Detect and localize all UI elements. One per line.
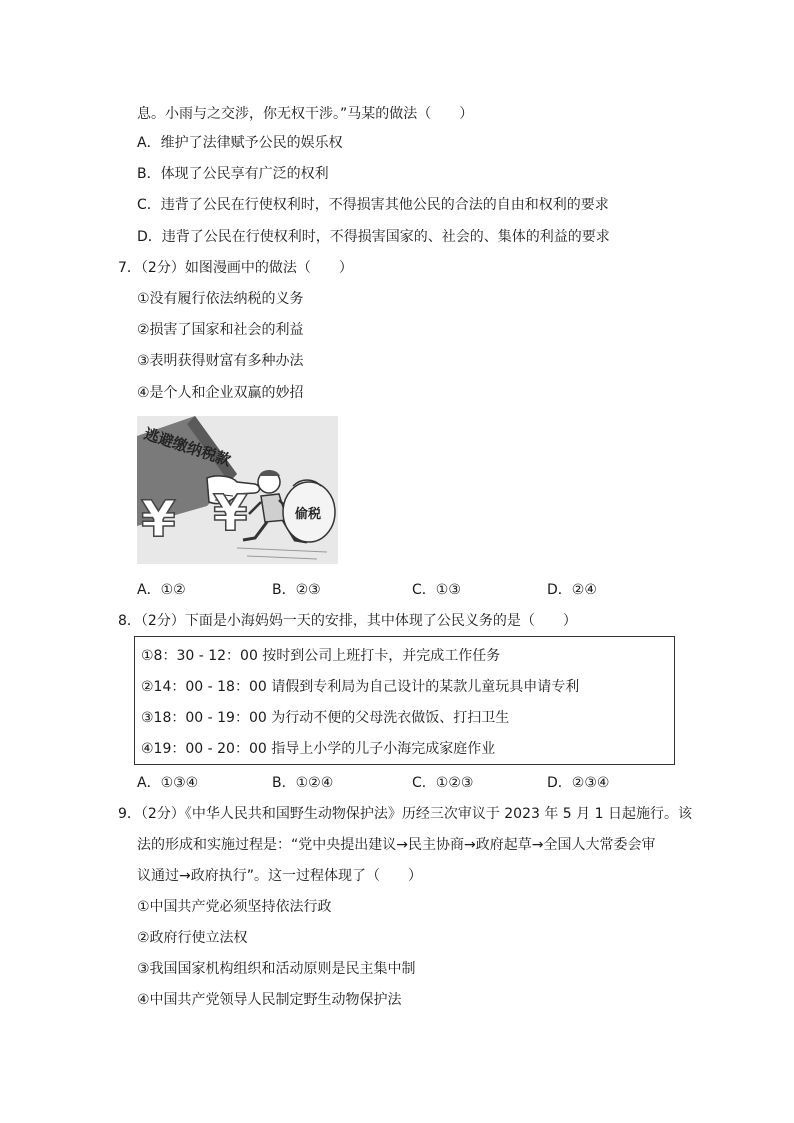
q8-choice-b[interactable]: B．①②④ <box>272 775 334 791</box>
tax-evasion-cartoon <box>137 416 338 564</box>
q7-choice-b[interactable]: B．②③ <box>272 582 321 598</box>
q9-stem-line-1: 9．（2分）《中华人民共和国野生动物保护法》历经三次审议于 2023 年 5 月 1 日起施行。该 <box>118 806 692 822</box>
q9-item-3: ③我国国家机构组织和活动原则是民主集中制 <box>137 961 416 977</box>
q8-schedule-3: ③18：00 - 19：00 为行动不便的父母洗衣做饭、打扫卫生 <box>141 710 510 726</box>
q9-item-1: ①中国共产党必须坚持依法行政 <box>137 899 332 915</box>
q8-schedule-box <box>134 636 675 765</box>
bag-label: 偷税 <box>295 507 322 522</box>
yuan-symbol-left: ¥ <box>141 490 176 548</box>
q7-stem: 7．（2分）如图漫画中的做法（ ） <box>118 260 353 276</box>
q8-schedule-4: ④19：00 - 20：00 指导上小学的儿子小海完成家庭作业 <box>141 741 496 757</box>
q7-choice-d[interactable]: D．②④ <box>547 582 597 598</box>
q8-choice-a[interactable]: A．①③④ <box>137 775 199 791</box>
q7-choice-a[interactable]: A．①② <box>137 582 186 598</box>
yuan-symbol-right: ¥ <box>213 484 248 542</box>
q8-stem: 8．（2分）下面是小海妈妈一天的安排，其中体现了公民义务的是（ ） <box>118 613 577 629</box>
q7-item-4: ④是个人和企业双赢的妙招 <box>137 385 304 401</box>
q7-item-3: ③表明获得财富有多种办法 <box>137 353 304 369</box>
q8-choices <box>137 773 697 793</box>
q8-schedule-1: ①8：30 - 12：00 按时到公司上班打卡，并完成工作任务 <box>141 648 501 664</box>
q9-item-2: ②政府行使立法权 <box>137 930 248 946</box>
q6-option-a: A．维护了法律赋予公民的娱乐权 <box>137 135 343 151</box>
cartoon-caption: 逃避缴纳税款 <box>141 424 233 470</box>
q7-item-2: ②损害了国家和社会的利益 <box>137 322 304 338</box>
q7-item-1: ①没有履行依法纳税的义务 <box>137 291 304 307</box>
q8-schedule-2: ②14：00 - 18：00 请假到专利局为自己设计的某款儿童玩具申请专利 <box>141 679 580 695</box>
q6-option-b: B．体现了公民享有广泛的权利 <box>137 166 329 182</box>
q8-choice-d[interactable]: D．②③④ <box>547 775 610 791</box>
q9-item-4: ④中国共产党领导人民制定野生动物保护法 <box>137 992 402 1008</box>
q7-choices <box>137 580 697 600</box>
q9-stem-line-2: 法的形成和实施过程是：“党中央提出建议→民主协商→政府起草→全国人大常委会审 <box>137 837 656 853</box>
q9-stem-line-3: 议通过→政府执行”。这一过程体现了（ ） <box>137 868 422 884</box>
q6-option-d: D．违背了公民在行使权利时，不得损害国家的、社会的、集体的利益的要求 <box>137 229 610 245</box>
q7-choice-c[interactable]: C．①③ <box>412 582 461 598</box>
q6-option-c: C．违背了公民在行使权利时，不得损害其他公民的合法的自由和权利的要求 <box>137 197 609 213</box>
q8-choice-c[interactable]: C．①②③ <box>412 775 474 791</box>
q6-stem-tail: 息。小雨与之交涉，你无权干涉。”马某的做法（ ） <box>137 106 474 122</box>
